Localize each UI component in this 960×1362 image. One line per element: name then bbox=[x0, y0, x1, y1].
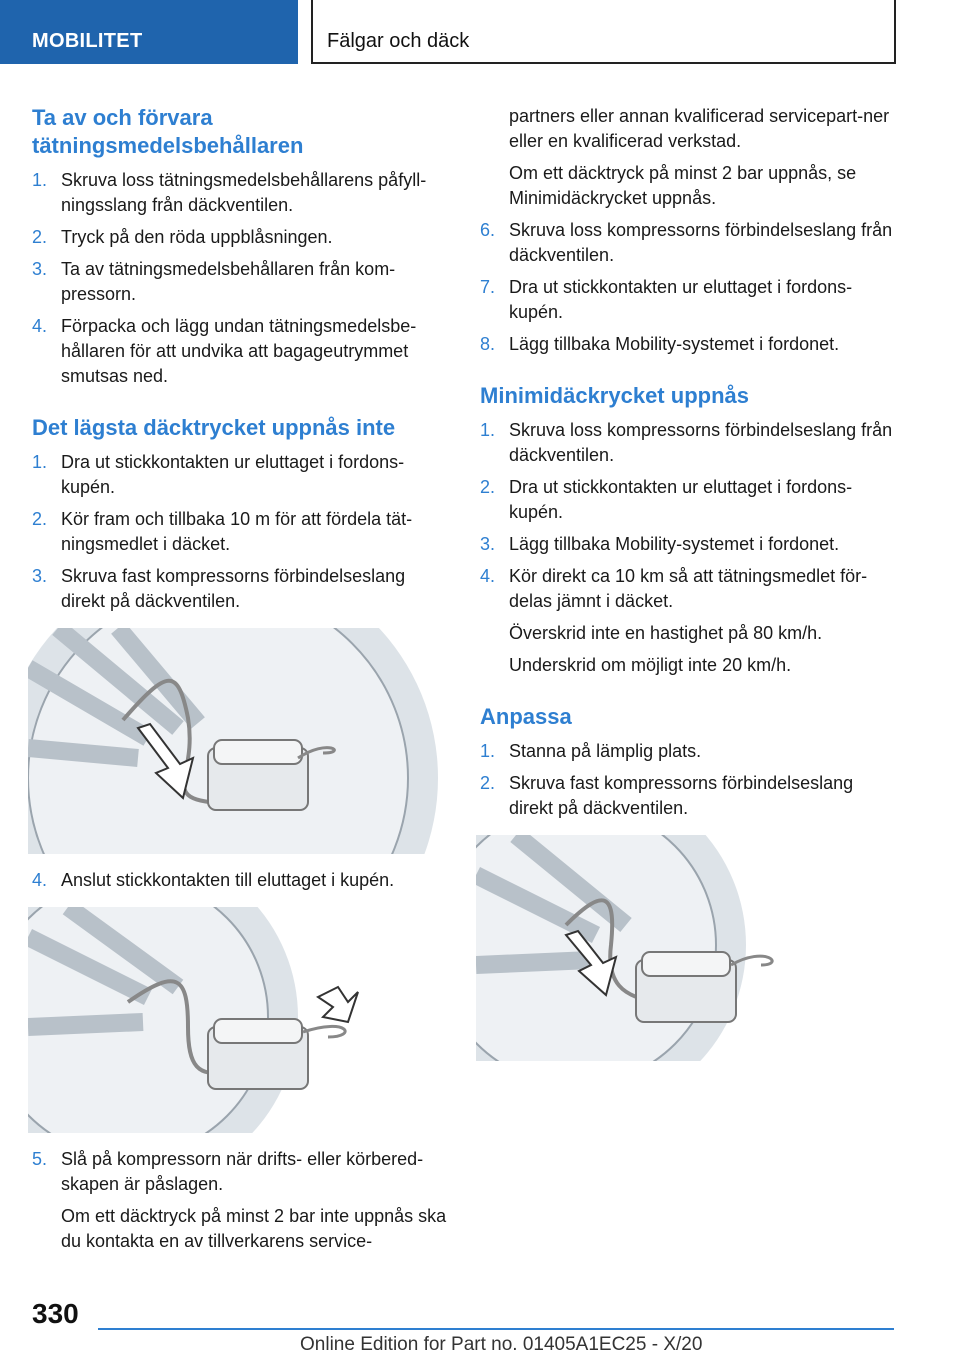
footer-rule bbox=[98, 1328, 894, 1330]
wheel-compressor-plug-drawing bbox=[28, 907, 448, 1133]
step-note: Överskrid inte en hastighet på 80 km/h. bbox=[509, 623, 823, 643]
continued-note: Om ett däcktryck på minst 2 bar uppnås, se Minimidäckrycket uppnås. bbox=[509, 163, 857, 208]
illustration-compressor-adjust bbox=[476, 835, 896, 1061]
step-note: Om ett däcktryck på minst 2 bar inte uppnås ska du kontakta en av tillverkarens service‐ bbox=[61, 1206, 447, 1251]
section-tab bbox=[0, 0, 298, 64]
list-item: 4. Förpacka och lägg undan tätningsmedelsbe‐hållaren för att undvika att bagageutrymmet smutsas ned. bbox=[32, 316, 417, 386]
steps-remove-sealant bbox=[32, 168, 452, 389]
illustration-compressor-connected bbox=[28, 628, 448, 854]
step-note: Underskrid om möjligt inte 20 km/h. bbox=[509, 655, 792, 675]
list-item: 1. Stanna på lämplig plats. bbox=[480, 741, 702, 761]
list-item: 2. Tryck på den röda uppblåsningen. bbox=[32, 227, 333, 247]
steps-min-pressure-not-reached bbox=[32, 450, 452, 614]
step-4-list bbox=[32, 868, 452, 893]
steps-adjust bbox=[480, 739, 900, 821]
list-item: 6. Skruva loss kompressorns förbindelseslang från däckventilen. bbox=[480, 220, 893, 265]
wheel-compressor-drawing bbox=[28, 628, 448, 854]
list-item: 1. Skruva loss kompressorns förbindelseslang från däckventilen. bbox=[480, 420, 893, 465]
list-item: 4. Kör direkt ca 10 km så att tätningsmedlet för‐delas jämnt i däcket. Överskrid inte en hastighet på 80 km/h. Underskrid om möjligt inte 20 km/h. bbox=[480, 564, 900, 678]
step-5-list bbox=[32, 1147, 452, 1254]
heading-min-pressure-reached: Minimidäckrycket uppnås bbox=[480, 383, 749, 408]
list-item: 8. Lägg tillbaka Mobility-systemet i fordonet. bbox=[480, 334, 840, 354]
left-column bbox=[32, 104, 452, 1261]
footer-edition: Online Edition for Part no. 01405A1EC25 - X/20 bbox=[300, 1334, 703, 1355]
chapter-title: Fälgar och däck bbox=[327, 30, 470, 52]
page-number: 330 bbox=[32, 1298, 79, 1329]
list-item: 3. Lägg tillbaka Mobility-systemet i fordonet. bbox=[480, 534, 840, 554]
section-title: MOBILITET bbox=[32, 30, 143, 52]
heading-remove-sealant: Ta av och förvara tätningsmedelsbehållaren bbox=[32, 105, 304, 158]
wheel-compressor-adjust-drawing bbox=[476, 835, 896, 1061]
chapter-box bbox=[311, 0, 896, 64]
list-item: 1. Dra ut stickkontakten ur eluttaget i fordons‐kupén. bbox=[32, 452, 405, 497]
steps-min-pressure-reached bbox=[480, 418, 900, 678]
list-item: 2. Kör fram och tillbaka 10 m för att fördela tät‐ningsmedlet i däcket. bbox=[32, 509, 413, 554]
heading-adjust: Anpassa bbox=[480, 704, 572, 729]
list-item: 3. Skruva fast kompressorns förbindelseslang direkt på däckventilen. bbox=[32, 566, 406, 611]
list-item: 2. Dra ut stickkontakten ur eluttaget i fordons‐kupén. bbox=[480, 477, 853, 522]
illustration-plug-in-socket bbox=[28, 907, 448, 1133]
list-item: 2. Skruva fast kompressorns förbindelseslang direkt på däckventilen. bbox=[480, 773, 854, 818]
list-item: 1. Skruva loss tätningsmedelsbehållarens påfyll‐ningsslang från däckventilen. bbox=[32, 170, 427, 215]
list-item: 7. Dra ut stickkontakten ur eluttaget i fordons‐kupén. bbox=[480, 277, 853, 322]
steps-continued bbox=[480, 218, 900, 357]
continued-text: partners eller annan kvalificerad servicepart‐ner eller en kvalificerad verkstad. bbox=[509, 106, 890, 151]
list-item: 3. Ta av tätningsmedelsbehållaren från kom‐pressorn. bbox=[32, 259, 396, 304]
list-item: 5. Slå på kompressorn när drifts- eller körbered‐skapen är påslagen. Om ett däcktryck på minst 2 bar inte uppnås ska du kontakta en av tillverkarens service‐ bbox=[32, 1147, 452, 1254]
list-item: 4. Anslut stickkontakten till eluttaget i kupén. bbox=[32, 870, 395, 890]
right-column bbox=[480, 104, 900, 1075]
heading-min-pressure-not-reached: Det lägsta däcktrycket uppnås inte bbox=[32, 415, 396, 440]
